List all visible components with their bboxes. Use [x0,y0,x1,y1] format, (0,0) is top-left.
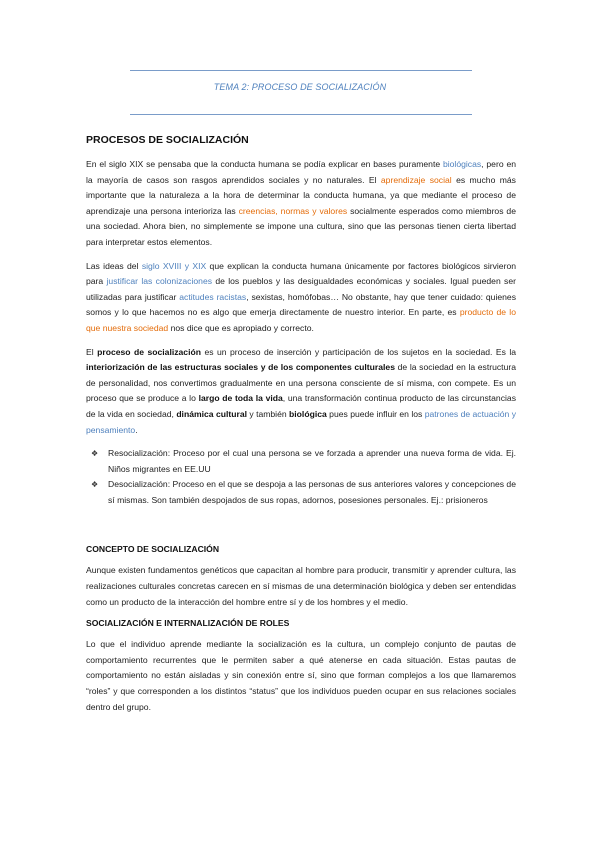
highlight-blue: justificar las colonizaciones [106,276,213,287]
highlight-orange: producto de lo que nuestra sociedad [86,307,516,333]
text-run: de la sociedad en la estructura de personalidad, nos convertimos gradualmente en una persona consciente de sí misma, con compete. Es un proceso que se produce a lo [86,362,516,404]
highlight-orange: aprendizaje social [380,174,452,185]
section-heading-procesos: PROCESOS DE SOCIALIZACIÓN [86,134,249,146]
list-item [86,477,516,508]
paragraph-procesos-2 [86,259,516,337]
diamond-bullet-icon: ❖ [91,449,99,459]
bold-term: dinámica cultural [176,408,247,419]
text-run: . [135,424,138,435]
text-run: de los pueblos y las desigualdades económicas y sociales. Igual pueden ser utilizadas para justificar [86,276,516,302]
text-run: es mucho más importante que la naturaleza a la hora de determinar la conducta humana, ya que mediante el proceso de aprendizaje una persona interioriza las [86,174,516,216]
list-item [86,446,516,477]
section-heading-concepto: CONCEPTO DE SOCIALIZACIÓN [86,544,220,555]
highlight-blue: biológicas [442,159,482,169]
highlight-blue: actitudes racistas [179,291,247,302]
text-run: , sexistas, homófobas… No obstante, hay que tener cuidado: quienes somos y lo que hacemos no es algo que emerja directamente de nuestro interior. En parte, es [86,291,516,318]
bold-term: proceso de socialización [97,346,201,357]
paragraph-procesos-1 [86,157,516,251]
highlight-blue: patrones de actuación y pensamiento [86,408,516,435]
section-spacer [86,516,516,544]
list-item-text: Resocialización: Proceso por el cual una persona se ve forzada a aprender una nueva forma de vida. Ej. Niños migrantes en EE.UU [108,448,516,474]
highlight-blue: siglo XVIII y XIX [141,260,207,271]
text-run: socialmente esperados como miembros de una sociedad. Ahora bien, no simplemente se impone una cultura, sino que las personas tienen cierta libertad para interpretar estos elementos. [86,205,516,247]
paragraph-roles-1: Lo que el individuo aprende mediante la socialización es la cultura, un complejo conjunto de pautas de comportamiento recurrentes que le permiten saber a qué atenerse en cada situación. Estas pautas de comportamiento no están aisladas y sin conexión entre sí, sino que forman complejos a los que llamaremos “roles” y que corresponden a los distintos “status” que los individuos pueden ocupar en sus relaciones sociales dentro del grupo. [86,639,516,712]
paragraph-procesos-3 [86,345,516,439]
page-header: TEMA 2: PROCESO DE SOCIALIZACIÓN [213,82,387,92]
text-run: Las ideas del [86,260,142,271]
text-run: que explican la conducta humana únicamente por factores biológicos sirvieron para [86,260,517,287]
bold-term: interiorización de las estructuras sociales y de los componentes culturales [86,362,395,373]
text-run: y también [247,408,290,419]
diamond-bullet-icon: ❖ [91,480,99,490]
text-run: pues puede influir en los [326,408,425,419]
text-run: nos dice que es apropiado y correcto. [168,322,314,333]
text-run: , una transformación continua producto de las circunstancias de la vida en sociedad, [86,393,516,419]
header-rule-top [130,70,472,71]
list-item-text: Desocialización: Proceso en el que se despoja a las personas de sus anteriores valores y concepciones de sí mismas. Son también despojados de sus ropas, adornos, posesiones personales. Ej.: prisioneros [108,479,516,505]
bold-term: biológica [289,408,327,419]
header-rule-bottom [130,114,472,115]
bullet-list [86,446,516,508]
highlight-orange: creencias, normas y valores [238,205,348,216]
text-run: es un proceso de inserción y participación de los sujetos en la sociedad. Es la [200,346,517,357]
bold-term: largo de toda la vida [198,393,283,404]
text-run: El [86,346,98,357]
paragraph-concepto-1: Aunque existen fundamentos genéticos que capacitan al hombre para producir, transmitir y aprender cultura, las realizaciones culturales concretas carecen en sí mismas de una determinación biológica y deben ser entendidas como un producto de la interacción del hombre entre sí y de los hombres y el medio. [86,565,516,607]
document-body [86,134,516,723]
section-heading-roles: SOCIALIZACIÓN E INTERNALIZACIÓN DE ROLES [86,618,290,629]
text-run: En el siglo XIX se pensaba que la conducta humana se podía explicar en bases puramente [86,159,443,169]
text-run: , pero en la mayoría de casos son rasgos aprendidos sociales y no naturales. El [86,159,516,185]
